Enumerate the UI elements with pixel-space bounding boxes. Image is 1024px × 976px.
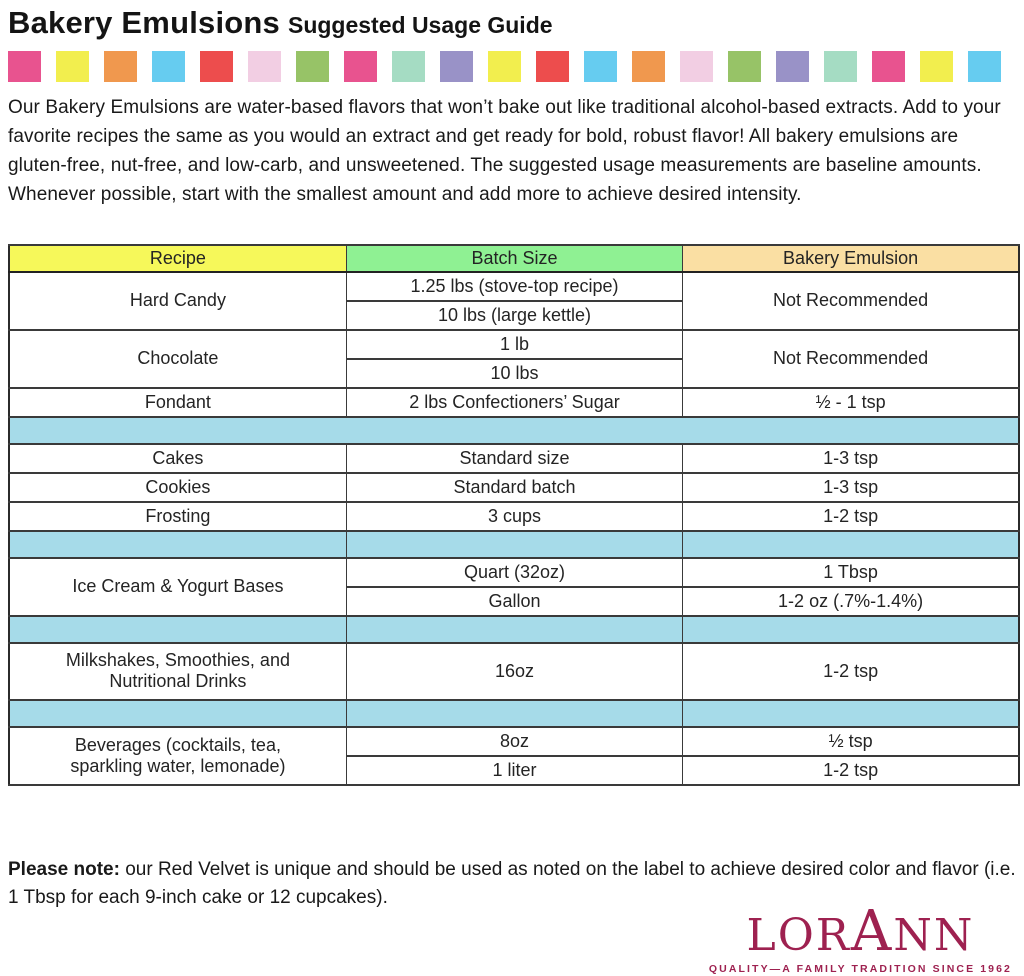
cell-cakes-recipe: Cakes — [9, 444, 346, 473]
table-row-chocolate-1 — [9, 330, 1019, 359]
color-square — [920, 51, 953, 82]
color-square — [8, 51, 41, 82]
column-header-batch-size: Batch Size — [346, 245, 682, 272]
color-square — [392, 51, 425, 82]
table-row-hard-candy-1 — [9, 272, 1019, 301]
separator-cell — [683, 700, 1019, 727]
table-row-cakes — [9, 444, 1019, 473]
table-row-ice-cream-1 — [9, 558, 1019, 587]
cell-ice-cream-batch-2: Gallon — [346, 587, 682, 616]
color-square — [152, 51, 185, 82]
cell-cookies-emulsion: 1-3 tsp — [683, 473, 1019, 502]
wordmark-part-1: LOR — [746, 909, 851, 961]
color-square — [584, 51, 617, 82]
cell-frosting-batch: 3 cups — [346, 502, 682, 531]
color-square — [728, 51, 761, 82]
cell-ice-cream-emulsion-2: 1-2 oz (.7%-1.4%) — [683, 587, 1019, 616]
cell-beverages-batch-1: 8oz — [346, 727, 682, 756]
separator-cell — [346, 531, 682, 558]
lorann-wordmark — [746, 898, 975, 964]
separator-row — [9, 700, 1019, 727]
cell-fondant-recipe: Fondant — [9, 388, 346, 417]
cell-milkshakes-batch: 16oz — [346, 643, 682, 700]
color-square — [440, 51, 473, 82]
separator-cell — [683, 616, 1019, 643]
cell-ice-cream-emulsion-1: 1 Tbsp — [683, 558, 1019, 587]
separator-cell — [9, 700, 346, 727]
color-square — [824, 51, 857, 82]
cell-chocolate-recipe: Chocolate — [9, 330, 346, 388]
color-square — [680, 51, 713, 82]
table-row-milkshakes — [9, 643, 1019, 700]
cell-beverages-recipe: Beverages (cocktails, tea, sparkling water, lemonade) — [9, 727, 346, 785]
column-header-recipe: Recipe — [9, 245, 346, 272]
separator-cell — [9, 531, 346, 558]
table-header-row — [9, 245, 1019, 272]
separator-cell — [9, 417, 1019, 444]
intro-paragraph: Our Bakery Emulsions are water-based flavors that won’t bake out like traditional alcohol-based extracts. Add to your favorite recipes the same as you would an extract and get ready for bold, robust flavor! All bakery emulsions are gluten-free, nut-free, and low-carb, and unsweetened. The suggested usage measurements are baseline amounts. Whenever possible, start with the smallest amount and add more to achieve desired intensity. — [8, 97, 1001, 205]
color-square — [56, 51, 89, 82]
table-row-frosting — [9, 502, 1019, 531]
title-sub: Suggested Usage Guide — [287, 12, 553, 38]
separator-cell — [683, 531, 1019, 558]
color-square — [488, 51, 521, 82]
separator-cell — [346, 700, 682, 727]
cell-hard-candy-recipe: Hard Candy — [9, 272, 346, 330]
color-square — [344, 51, 377, 82]
table-row-beverages-1 — [9, 727, 1019, 756]
column-header-bakery-emulsion: Bakery Emulsion — [683, 245, 1019, 272]
cell-hard-candy-batch-2: 10 lbs (large kettle) — [346, 301, 682, 330]
cell-hard-candy-batch-1: 1.25 lbs (stove-top recipe) — [346, 272, 682, 301]
cell-milkshakes-recipe: Milkshakes, Smoothies, and Nutritional Drinks — [9, 643, 346, 700]
cell-ice-cream-recipe: Ice Cream & Yogurt Bases — [9, 558, 346, 616]
cell-chocolate-emulsion: Not Recommended — [683, 330, 1019, 388]
table-row-fondant — [9, 388, 1019, 417]
cell-fondant-batch: 2 lbs Confectioners’ Sugar — [346, 388, 682, 417]
title-main: Bakery Emulsions — [8, 5, 280, 40]
color-square — [104, 51, 137, 82]
page-title — [8, 4, 1016, 41]
cell-beverages-emulsion-1: ½ tsp — [683, 727, 1019, 756]
cell-beverages-emulsion-2: 1-2 tsp — [683, 756, 1019, 785]
cell-ice-cream-batch-1: Quart (32oz) — [346, 558, 682, 587]
cell-milkshakes-emulsion: 1-2 tsp — [683, 643, 1019, 700]
cell-hard-candy-emulsion: Not Recommended — [683, 272, 1019, 330]
color-square — [248, 51, 281, 82]
cell-cakes-batch: Standard size — [346, 444, 682, 473]
wordmark-part-3: NN — [893, 909, 975, 961]
color-square — [632, 51, 665, 82]
cell-frosting-recipe: Frosting — [9, 502, 346, 531]
color-square — [296, 51, 329, 82]
cell-chocolate-batch-1: 1 lb — [346, 330, 682, 359]
cell-cookies-recipe: Cookies — [9, 473, 346, 502]
wordmark-part-2: A — [850, 898, 894, 964]
separator-row — [9, 531, 1019, 558]
color-square — [200, 51, 233, 82]
cell-fondant-emulsion: ½ - 1 tsp — [683, 388, 1019, 417]
table-row-cookies — [9, 473, 1019, 502]
lorann-tagline: QUALITY—A FAMILY TRADITION SINCE 1962 — [708, 962, 1012, 975]
color-square — [536, 51, 569, 82]
usage-table — [8, 244, 1020, 786]
note-label: Please note: — [8, 858, 120, 880]
color-square — [776, 51, 809, 82]
cell-chocolate-batch-2: 10 lbs — [346, 359, 682, 388]
cell-cookies-batch: Standard batch — [346, 473, 682, 502]
lorann-logo — [708, 898, 1012, 975]
cell-frosting-emulsion: 1-2 tsp — [683, 502, 1019, 531]
color-square — [968, 51, 1001, 82]
separator-cell — [9, 616, 346, 643]
separator-row — [9, 417, 1019, 444]
cell-cakes-emulsion: 1-3 tsp — [683, 444, 1019, 473]
color-square — [872, 51, 905, 82]
separator-row — [9, 616, 1019, 643]
color-strip — [8, 51, 1016, 82]
cell-beverages-batch-2: 1 liter — [346, 756, 682, 785]
note-text: our Red Velvet is unique and should be used as noted on the label to achieve desired color and flavor (i.e. 1 Tbsp for each 9-inch cake or 12 cupcakes). — [8, 858, 1016, 908]
separator-cell — [346, 616, 682, 643]
